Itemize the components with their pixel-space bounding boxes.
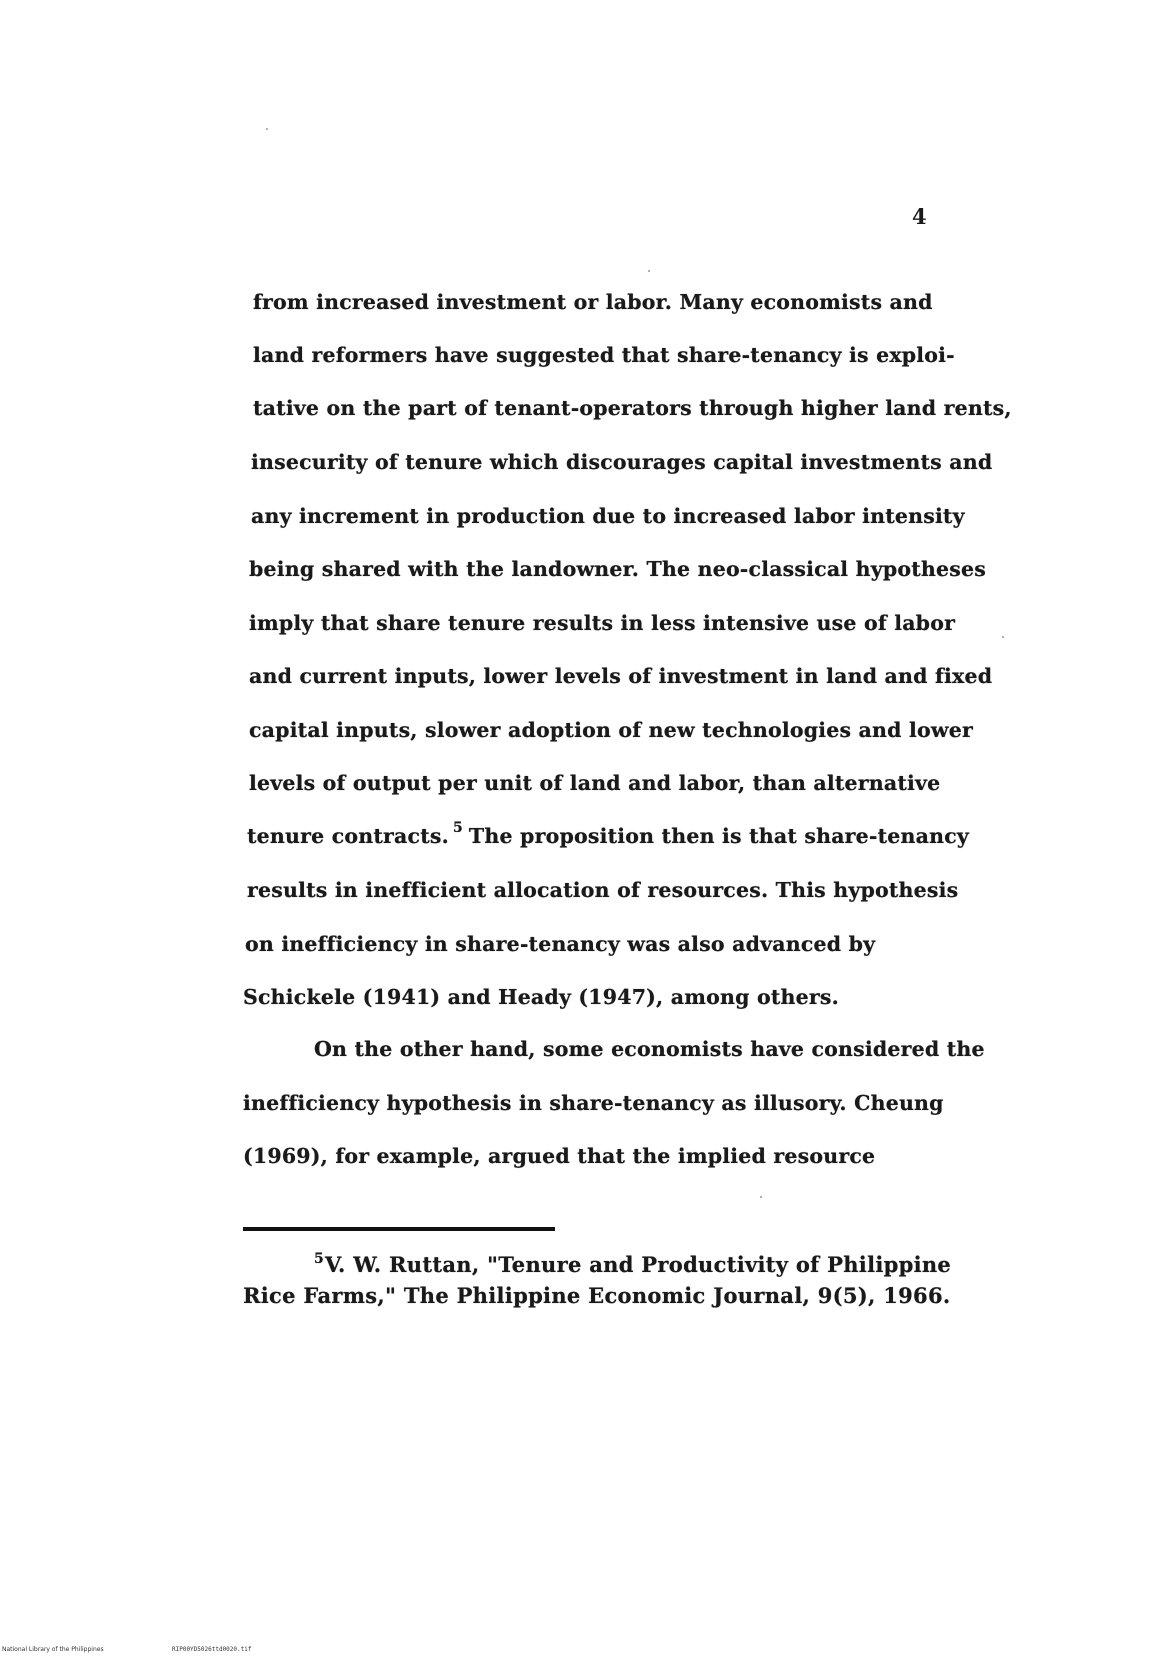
body-line: inefficiency hypothesis in share-tenancy as illusory. Cheung xyxy=(243,1091,944,1115)
page-number: 4 xyxy=(912,204,927,229)
footnote-text: V. W. Ruttan, "Tenure and Productivity of Philippine xyxy=(325,1252,952,1277)
body-line: and current inputs, lower levels of investment in land and fixed xyxy=(249,664,993,688)
footnote-reference: 5 xyxy=(452,820,463,836)
body-line: tative on the part of tenant-operators through higher land rents, xyxy=(253,396,1012,420)
body-line: any increment in production due to increased labor intensity xyxy=(251,504,965,528)
body-line: results in inefficient allocation of resources. This hypothesis xyxy=(247,878,959,902)
body-line: imply that share tenure results in less intensive use of labor xyxy=(249,611,956,635)
paragraph-start-line: On the other hand, some economists have considered the xyxy=(314,1037,985,1061)
footnote-number: 5 xyxy=(314,1251,325,1267)
line-text: tenure contracts. xyxy=(247,824,449,848)
body-line: Schickele (1941) and Heady (1947), among others. xyxy=(243,985,839,1009)
scan-speck xyxy=(1002,636,1004,638)
footnote-line: Rice Farms," The Philippine Economic Journal, 9(5), 1966. xyxy=(243,1283,951,1308)
footnote-line xyxy=(314,1252,951,1277)
scan-speck xyxy=(760,1196,762,1198)
scan-speck xyxy=(266,128,268,130)
body-line xyxy=(247,820,970,848)
body-line: (1969), for example, argued that the implied resource xyxy=(243,1144,876,1168)
scan-speck xyxy=(648,270,650,272)
scan-footer-library: National Library of the Philippines xyxy=(2,1646,104,1653)
body-line: land reformers have suggested that share-tenancy is exploi- xyxy=(253,343,955,367)
footnote-separator xyxy=(243,1227,555,1231)
body-line: from increased investment or labor. Many economists and xyxy=(253,290,933,314)
body-line: levels of output per unit of land and labor, than alternative xyxy=(249,771,941,795)
line-text: The proposition then is that share-tenancy xyxy=(468,824,970,848)
scan-footer-code: RIP00YD5026ttd0020.tif xyxy=(172,1646,252,1653)
body-line: on inefficiency in share-tenancy was also advanced by xyxy=(245,932,876,956)
body-line: being shared with the landowner. The neo-classical hypotheses xyxy=(249,557,986,581)
body-line: capital inputs, slower adoption of new technologies and lower xyxy=(249,718,973,742)
body-line: insecurity of tenure which discourages capital investments and xyxy=(251,450,993,474)
